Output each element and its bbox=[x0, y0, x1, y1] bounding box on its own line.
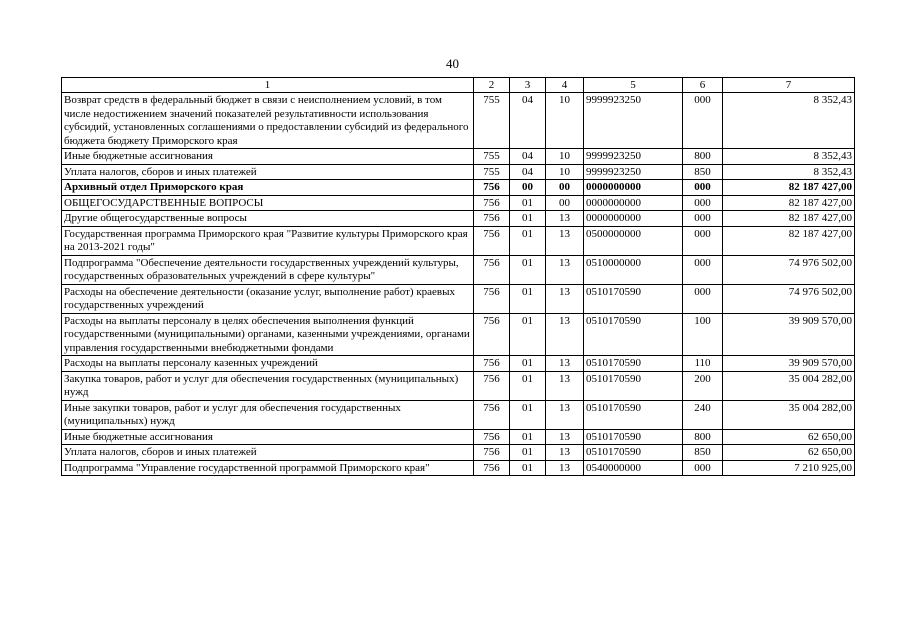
row-name-cell: Расходы на обеспечение деятельности (оказание услуг, выполнение работ) краевых государственных учреждений bbox=[62, 284, 474, 313]
table-row bbox=[62, 180, 855, 196]
row-subsection-cell: 13 bbox=[546, 255, 584, 284]
row-target-article-cell: 0510170590 bbox=[584, 356, 683, 372]
row-expense-type-cell: 850 bbox=[683, 445, 723, 461]
row-amount-cell: 39 909 570,00 bbox=[723, 356, 855, 372]
row-name-cell: Государственная программа Приморского края "Развитие культуры Приморского края на 2013-2021 годы" bbox=[62, 226, 474, 255]
row-target-article-cell: 0000000000 bbox=[584, 180, 683, 196]
row-subsection-cell: 13 bbox=[546, 429, 584, 445]
column-header: 4 bbox=[546, 78, 584, 93]
row-target-article-cell: 0540000000 bbox=[584, 460, 683, 476]
row-subsection-cell: 13 bbox=[546, 445, 584, 461]
row-subsection-cell: 10 bbox=[546, 93, 584, 149]
row-subsection-cell: 13 bbox=[546, 313, 584, 356]
row-grbs-cell: 756 bbox=[474, 284, 510, 313]
row-amount-cell: 7 210 925,00 bbox=[723, 460, 855, 476]
column-header: 3 bbox=[510, 78, 546, 93]
row-grbs-cell: 756 bbox=[474, 226, 510, 255]
row-subsection-cell: 13 bbox=[546, 371, 584, 400]
row-name-cell: Подпрограмма "Управление государственной программой Приморского края" bbox=[62, 460, 474, 476]
row-section-cell: 04 bbox=[510, 149, 546, 165]
row-amount-cell: 82 187 427,00 bbox=[723, 226, 855, 255]
header-row bbox=[62, 78, 855, 93]
row-name-cell: ОБЩЕГОСУДАРСТВЕННЫЕ ВОПРОСЫ bbox=[62, 195, 474, 211]
row-amount-cell: 74 976 502,00 bbox=[723, 255, 855, 284]
row-grbs-cell: 756 bbox=[474, 195, 510, 211]
row-name-cell: Подпрограмма "Обеспечение деятельности государственных учреждений культуры, государственных образовательных учреждений в сфере культуры" bbox=[62, 255, 474, 284]
row-grbs-cell: 756 bbox=[474, 445, 510, 461]
row-subsection-cell: 13 bbox=[546, 226, 584, 255]
row-expense-type-cell: 110 bbox=[683, 356, 723, 372]
row-expense-type-cell: 000 bbox=[683, 284, 723, 313]
row-amount-cell: 8 352,43 bbox=[723, 149, 855, 165]
row-expense-type-cell: 000 bbox=[683, 460, 723, 476]
row-name-cell: Иные бюджетные ассигнования bbox=[62, 149, 474, 165]
row-section-cell: 01 bbox=[510, 460, 546, 476]
row-expense-type-cell: 000 bbox=[683, 255, 723, 284]
table-row bbox=[62, 93, 855, 149]
table-row bbox=[62, 255, 855, 284]
column-header: 2 bbox=[474, 78, 510, 93]
column-header: 1 bbox=[62, 78, 474, 93]
row-section-cell: 01 bbox=[510, 255, 546, 284]
row-name-cell: Иные закупки товаров, работ и услуг для обеспечения государственных (муниципальных) нужд bbox=[62, 400, 474, 429]
row-amount-cell: 39 909 570,00 bbox=[723, 313, 855, 356]
row-name-cell: Уплата налогов, сборов и иных платежей bbox=[62, 164, 474, 180]
row-target-article-cell: 0510000000 bbox=[584, 255, 683, 284]
row-target-article-cell: 0510170590 bbox=[584, 371, 683, 400]
row-section-cell: 01 bbox=[510, 371, 546, 400]
row-name-cell: Закупка товаров, работ и услуг для обеспечения государственных (муниципальных) нужд bbox=[62, 371, 474, 400]
row-expense-type-cell: 000 bbox=[683, 93, 723, 149]
row-grbs-cell: 755 bbox=[474, 93, 510, 149]
row-grbs-cell: 756 bbox=[474, 371, 510, 400]
row-grbs-cell: 755 bbox=[474, 149, 510, 165]
row-grbs-cell: 756 bbox=[474, 356, 510, 372]
row-target-article-cell: 0510170590 bbox=[584, 445, 683, 461]
row-amount-cell: 35 004 282,00 bbox=[723, 400, 855, 429]
row-grbs-cell: 755 bbox=[474, 164, 510, 180]
row-amount-cell: 74 976 502,00 bbox=[723, 284, 855, 313]
row-section-cell: 01 bbox=[510, 284, 546, 313]
row-target-article-cell: 9999923250 bbox=[584, 149, 683, 165]
row-expense-type-cell: 100 bbox=[683, 313, 723, 356]
row-expense-type-cell: 240 bbox=[683, 400, 723, 429]
row-name-cell: Возврат средств в федеральный бюджет в связи с неисполнением условий, в том числе недостижением значений показателей результативности использования субсидий, установленных соглашениями о предоставлении субсидий из федерального бюджета бюджету Приморского края bbox=[62, 93, 474, 149]
row-section-cell: 04 bbox=[510, 164, 546, 180]
row-section-cell: 04 bbox=[510, 93, 546, 149]
row-expense-type-cell: 800 bbox=[683, 429, 723, 445]
column-header: 5 bbox=[584, 78, 683, 93]
row-section-cell: 01 bbox=[510, 445, 546, 461]
row-expense-type-cell: 000 bbox=[683, 226, 723, 255]
row-amount-cell: 35 004 282,00 bbox=[723, 371, 855, 400]
row-name-cell: Расходы на выплаты персоналу казенных учреждений bbox=[62, 356, 474, 372]
row-section-cell: 01 bbox=[510, 400, 546, 429]
row-target-article-cell: 0510170590 bbox=[584, 284, 683, 313]
table-row bbox=[62, 400, 855, 429]
table-row bbox=[62, 284, 855, 313]
row-grbs-cell: 756 bbox=[474, 313, 510, 356]
row-grbs-cell: 756 bbox=[474, 211, 510, 227]
column-header: 7 bbox=[723, 78, 855, 93]
table-row bbox=[62, 460, 855, 476]
row-subsection-cell: 10 bbox=[546, 149, 584, 165]
row-grbs-cell: 756 bbox=[474, 400, 510, 429]
row-target-article-cell: 0510170590 bbox=[584, 313, 683, 356]
row-amount-cell: 8 352,43 bbox=[723, 164, 855, 180]
page-number: 40 bbox=[446, 56, 459, 71]
row-subsection-cell: 13 bbox=[546, 284, 584, 313]
row-target-article-cell: 9999923250 bbox=[584, 93, 683, 149]
row-section-cell: 01 bbox=[510, 226, 546, 255]
row-section-cell: 00 bbox=[510, 180, 546, 196]
row-expense-type-cell: 000 bbox=[683, 195, 723, 211]
table-row bbox=[62, 226, 855, 255]
row-subsection-cell: 00 bbox=[546, 195, 584, 211]
row-section-cell: 01 bbox=[510, 195, 546, 211]
row-name-cell: Уплата налогов, сборов и иных платежей bbox=[62, 445, 474, 461]
table-row bbox=[62, 371, 855, 400]
row-name-cell: Расходы на выплаты персоналу в целях обеспечения выполнения функций государственными (муниципальными) органами, казенными учреждениями, органами управления государственными внебюджетными фондами bbox=[62, 313, 474, 356]
row-amount-cell: 82 187 427,00 bbox=[723, 211, 855, 227]
row-grbs-cell: 756 bbox=[474, 255, 510, 284]
row-target-article-cell: 0000000000 bbox=[584, 211, 683, 227]
row-target-article-cell: 9999923250 bbox=[584, 164, 683, 180]
row-section-cell: 01 bbox=[510, 211, 546, 227]
row-grbs-cell: 756 bbox=[474, 460, 510, 476]
row-grbs-cell: 756 bbox=[474, 180, 510, 196]
budget-table bbox=[61, 77, 855, 476]
row-expense-type-cell: 200 bbox=[683, 371, 723, 400]
column-header: 6 bbox=[683, 78, 723, 93]
row-subsection-cell: 00 bbox=[546, 180, 584, 196]
row-target-article-cell: 0510170590 bbox=[584, 400, 683, 429]
row-expense-type-cell: 000 bbox=[683, 211, 723, 227]
row-amount-cell: 8 352,43 bbox=[723, 93, 855, 149]
table-row bbox=[62, 149, 855, 165]
row-amount-cell: 82 187 427,00 bbox=[723, 195, 855, 211]
row-name-cell: Иные бюджетные ассигнования bbox=[62, 429, 474, 445]
row-amount-cell: 82 187 427,00 bbox=[723, 180, 855, 196]
row-subsection-cell: 13 bbox=[546, 460, 584, 476]
row-section-cell: 01 bbox=[510, 313, 546, 356]
row-name-cell: Архивный отдел Приморского края bbox=[62, 180, 474, 196]
row-amount-cell: 62 650,00 bbox=[723, 429, 855, 445]
row-subsection-cell: 13 bbox=[546, 356, 584, 372]
row-name-cell: Другие общегосударственные вопросы bbox=[62, 211, 474, 227]
row-target-article-cell: 0500000000 bbox=[584, 226, 683, 255]
row-expense-type-cell: 800 bbox=[683, 149, 723, 165]
row-subsection-cell: 10 bbox=[546, 164, 584, 180]
row-section-cell: 01 bbox=[510, 356, 546, 372]
table-row bbox=[62, 164, 855, 180]
row-section-cell: 01 bbox=[510, 429, 546, 445]
table-row bbox=[62, 211, 855, 227]
row-expense-type-cell: 000 bbox=[683, 180, 723, 196]
row-expense-type-cell: 850 bbox=[683, 164, 723, 180]
table-row bbox=[62, 195, 855, 211]
table-row bbox=[62, 356, 855, 372]
row-subsection-cell: 13 bbox=[546, 400, 584, 429]
row-subsection-cell: 13 bbox=[546, 211, 584, 227]
table-row bbox=[62, 313, 855, 356]
row-target-article-cell: 0510170590 bbox=[584, 429, 683, 445]
row-amount-cell: 62 650,00 bbox=[723, 445, 855, 461]
row-grbs-cell: 756 bbox=[474, 429, 510, 445]
table-row bbox=[62, 429, 855, 445]
table-row bbox=[62, 445, 855, 461]
row-target-article-cell: 0000000000 bbox=[584, 195, 683, 211]
